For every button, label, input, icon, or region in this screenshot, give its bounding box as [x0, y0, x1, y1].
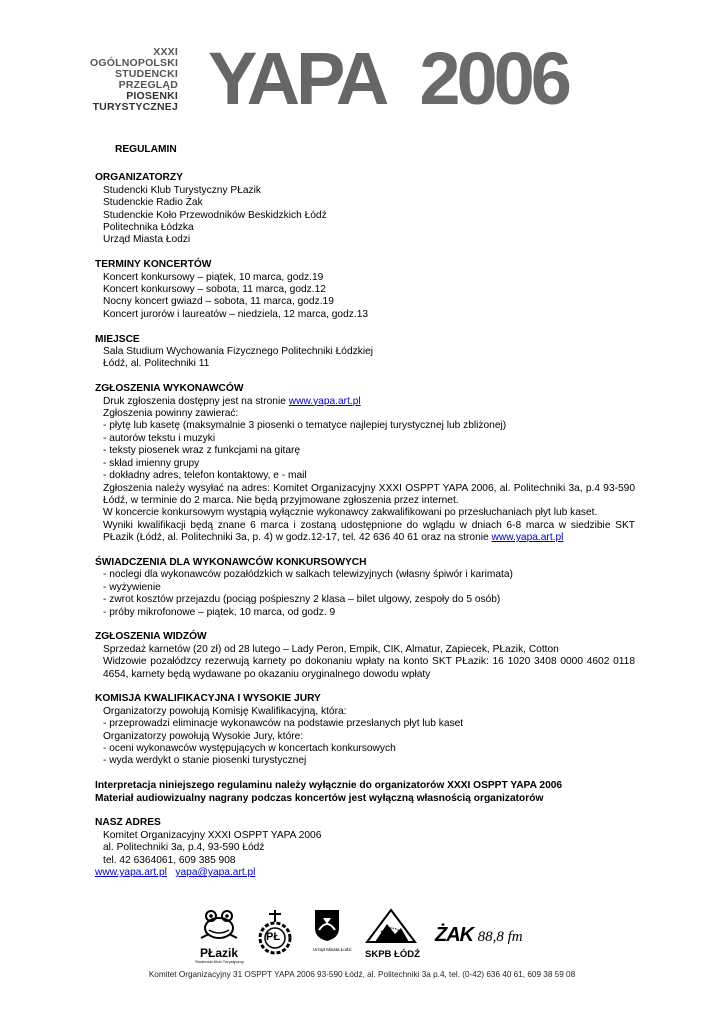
header-line: STUDENCKI — [114, 68, 178, 80]
list-item: Łódź, al. Politechniki 11 — [103, 358, 210, 370]
politechnika-logo — [257, 908, 293, 965]
section-heading: TERMINY KONCERTÓW — [95, 259, 212, 271]
section-swiadczenia — [95, 557, 635, 619]
list-item: - wyżywienie — [103, 581, 161, 593]
section-terminy — [95, 259, 635, 321]
contact-links — [95, 867, 635, 879]
mountain-icon — [365, 908, 417, 944]
list-item: - oceni wykonawców występujących w koncertach konkursowych — [103, 743, 396, 754]
skpb-caption: SKPB ŁÓDŹ — [365, 949, 420, 960]
list-item: - zwrot kosztów przejazdu (pociąg pośpieszny 2 klasa – bilet ulgowy, zespoły do 5 osób) — [103, 594, 501, 606]
frog-icon — [195, 908, 243, 942]
title-yapa: YAPA — [208, 37, 386, 120]
list-item: al. Politechniki 3a, p.4, 93-590 Łódź — [103, 842, 265, 854]
sponsor-logos — [195, 908, 535, 966]
zak-name: ŻAK — [435, 924, 474, 946]
city-crest-icon — [313, 908, 341, 942]
list-item: W koncercie konkursowym wystąpią wyłącznie wykonawcy zakwalifikowani po przesłuchaniach płyt lub kaset. — [103, 507, 598, 519]
section-miejsce — [95, 334, 635, 371]
um-caption: Urząd Miasta Łodzi — [313, 947, 352, 952]
notice-line: Interpretacja niniejszego regulaminu należy wyłącznie do organizatorów XXXI OSPPT YAPA 2006 — [95, 780, 563, 792]
list-item — [95, 396, 635, 408]
plazik-subtitle: Studencki Klub Turystyczny — [195, 959, 244, 964]
list-item: Studenckie Koło Przewodników Beskidzkich Łódź — [103, 209, 327, 221]
section-widzowie — [95, 631, 635, 681]
email-link[interactable]: yapa@yapa.art.pl — [175, 867, 256, 879]
section-heading: KOMISJA KWALIFIKACYJNA I WYSOKIE JURY — [95, 693, 321, 705]
list-item: Zgłoszenia powinny zawierać: — [103, 408, 239, 420]
header-line: OGÓLNOPOLSKI — [90, 57, 179, 69]
list-item: - dokładny adres, telefon kontaktowy, e - mail — [103, 470, 307, 482]
website-link[interactable]: www.yapa.art.pl — [95, 867, 167, 879]
list-item: Organizatorzy powołują Wysokie Jury, które: — [103, 730, 304, 742]
header-line: PIOSENKI — [126, 90, 178, 102]
section-heading: NASZ ADRES — [95, 817, 161, 829]
section-heading: ŚWIADCZENIA DLA WYKONAWCÓW KONKURSOWYCH — [95, 556, 367, 568]
header-line: PRZEGLĄD — [118, 79, 178, 91]
druk-text: Druk zgłoszenia dostępny jest na stronie — [103, 395, 289, 407]
list-item: - płytę lub kasetę (maksymalnie 3 piosenki o tematyce najlepiej turystycznej lub zbliżonej) — [103, 420, 507, 432]
list-item: - próby mikrofonowe – piątek, 10 marca, od godz. 9 — [103, 606, 336, 618]
header-line: TURYSTYCZNEJ — [92, 101, 178, 113]
zak-frequency: 88,8 fm — [477, 929, 523, 945]
document-title: REGULAMIN — [115, 144, 177, 155]
section-heading: ZGŁOSZENIA WYKONAWCÓW — [95, 383, 244, 395]
list-item: - przeprowadzi eliminacje wykonawców na podstawie przesłanych płyt lub kaset — [103, 718, 464, 730]
list-item: Politechnika Łódzka — [103, 222, 194, 234]
results-text: Wyniki kwalifikacji będą znane 6 marca i zostaną udostępnione do wglądu w dniach 6-8 marca w siedzibie SKT PŁazik (Łódź, al. Politechniki 3a, p. 4) w godz.12-17, tel. 42 636 40 61 oraz na stronie — [103, 519, 635, 544]
website-link[interactable]: www.yapa.art.pl — [288, 395, 361, 407]
section-interpretacja — [95, 780, 635, 805]
urzad-miasta-logo — [313, 908, 352, 952]
list-item: - teksty piosenek wraz z funkcjami na gitarę — [103, 445, 301, 457]
tickets-paragraph: Widzowie pozałódzcy rezerwują karnety po dokonaniu wpłaty na konto SKT PŁazik: 16 1020 3408 0000 4602 0118 4654, karnety będą wydawane po okazaniu oryginalnego dowodu wpłaty — [103, 656, 635, 680]
plazik-logo — [195, 908, 243, 964]
title-year: 2006 — [419, 37, 568, 120]
list-item: Koncert konkursowy – piątek, 10 marca, godz.19 — [103, 271, 324, 283]
section-heading: MIEJSCE — [95, 333, 140, 345]
list-item: Koncert jurorów i laureatów – niedziela, 12 marca, godz.13 — [103, 308, 369, 320]
list-item: Studenckie Radio Żak — [103, 197, 203, 209]
notice-line: Materiał audiowizualny nagrany podczas koncertów jest wyłączną własnością organizatorów — [95, 792, 544, 804]
list-item: Koncert konkursowy – sobota, 11 marca, godz.12 — [103, 284, 326, 296]
list-item: Organizatorzy powołują Komisję Kwalifikacyjną, która: — [103, 705, 347, 717]
footer-address: Komitet Organizacyjny 31 OSPPT YAPA 2006 93-590 Łódź, al. Politechniki 3a p.4, tel. (0-42) 636 40 61, 609 38 59 08 — [148, 970, 576, 979]
plazik-name: PŁazik — [199, 946, 238, 960]
section-adres — [95, 817, 635, 879]
header-line: XXXI — [153, 46, 178, 58]
header — [90, 37, 650, 120]
radio-zak-logo — [435, 924, 535, 947]
document-body — [95, 144, 635, 892]
pl-monogram: PŁ — [266, 931, 281, 943]
list-item: tel. 42 6364061, 609 385 908 — [103, 854, 236, 866]
section-zgloszenia — [95, 383, 635, 544]
list-item: Komitet Organizacyjny XXXI OSPPT YAPA 2006 — [103, 829, 322, 841]
list-item: Nocny koncert gwiazd – sobota, 11 marca, godz.19 — [103, 296, 334, 308]
section-komisja — [95, 693, 635, 767]
list-item: - skład imienny grupy — [103, 457, 200, 469]
website-link[interactable]: www.yapa.art.pl — [491, 532, 564, 544]
list-item: Studencki Klub Turystyczny PŁazik — [103, 184, 261, 196]
section-heading: ORGANIZATORZY — [95, 172, 183, 184]
list-item: - autorów tekstu i muzyki — [103, 432, 216, 444]
list-item: Sala Studium Wychowania Fizycznego Politechniki Łódzkiej — [103, 346, 374, 358]
header-title — [208, 39, 568, 119]
section-heading: ZGŁOSZENIA WIDZÓW — [95, 631, 207, 643]
list-item: - noclegi dla wykonawców pozałódzkich w salkach telewizyjnych (własny śpiwór i karimata) — [103, 569, 513, 581]
skpb-logo — [365, 908, 420, 961]
section-organizatorzy — [95, 172, 635, 246]
results-paragraph — [95, 520, 635, 545]
festival-name — [90, 47, 178, 113]
list-item: - wyda werdykt o stanie piosenki turystycznej — [103, 755, 307, 767]
address-paragraph: Zgłoszenia należy wysyłać na adres: Komitet Organizacyjny XXXI OSPPT YAPA 2006, al. Politechniki 3a, p.4 93-590 Łódź, w terminie do 2 marca. Nie będą przyjmowane zgłoszenia przez internet. — [103, 482, 635, 506]
list-item: Urząd Miasta Łodzi — [103, 234, 191, 246]
list-item: Sprzedaż karnetów (20 zł) od 28 lutego – Lady Peron, Empik, CIK, Almatur, Zapiecek, PŁazik, Cotton — [103, 643, 559, 655]
